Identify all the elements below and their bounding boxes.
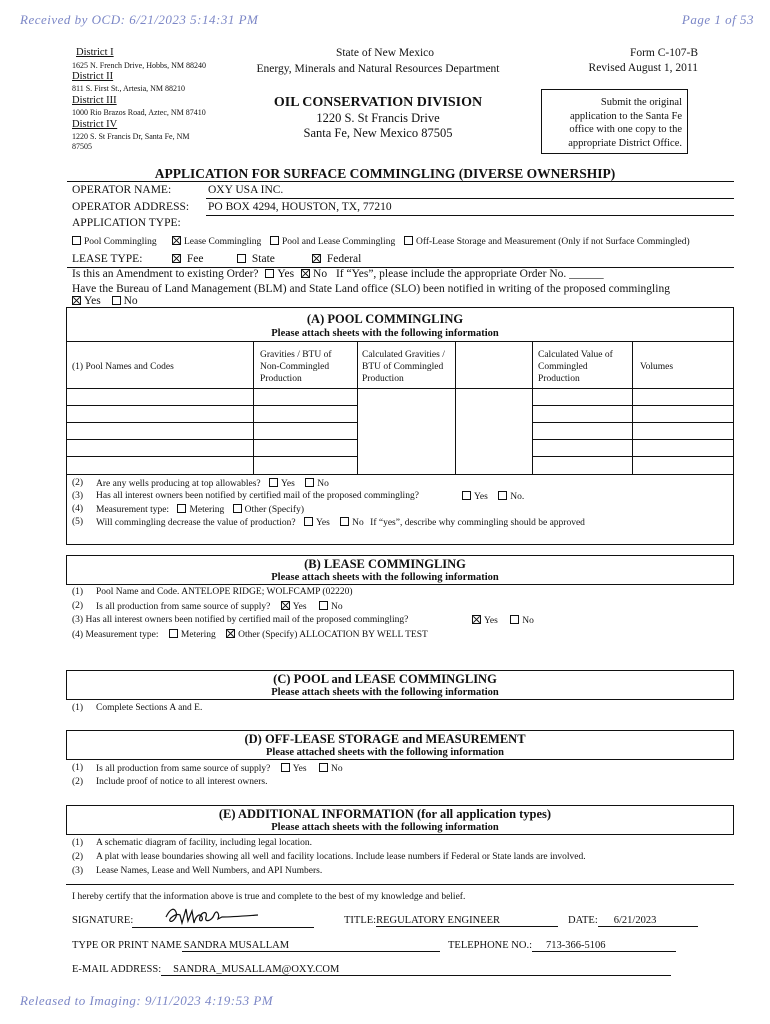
section-a-q3-yes-checkbox[interactable] xyxy=(462,491,471,500)
date-label: DATE: xyxy=(568,915,598,926)
section-a-q5-text: Will commingling decrease the value of production? xyxy=(96,518,296,528)
section-e-q2-num: (2) xyxy=(72,852,84,862)
table-a-row-rule-7 xyxy=(253,439,357,440)
district-2-address: 811 S. First St., Artesia, NM 88210 xyxy=(72,84,186,93)
section-b-q3-yes-checkbox[interactable] xyxy=(472,615,481,624)
blm-yes-checkbox[interactable] xyxy=(72,296,81,305)
pool-lease-commingling-checkbox[interactable] xyxy=(270,236,279,245)
table-a-col-divider-3 xyxy=(455,341,456,474)
off-lease-storage-label: Off-Lease Storage and Measurement (Only if not Surface Commingled) xyxy=(416,237,690,247)
col-calc-grav-line-1: Calculated Gravities / xyxy=(362,350,445,360)
section-e-bottom-rule xyxy=(66,884,734,885)
table-a-row-rule-6 xyxy=(253,422,357,423)
operator-name-label: OPERATOR NAME: xyxy=(72,184,172,196)
section-a-q3-yes-label: Yes xyxy=(474,492,488,502)
form-title: APPLICATION FOR SURFACE COMMINGLING (DIVERSE OWNERSHIP) xyxy=(154,166,616,181)
col-calc-value-line-2: Commingled xyxy=(538,362,588,372)
table-a-bottom-rule xyxy=(66,474,734,475)
col-calc-grav-line-3: Production xyxy=(362,374,404,384)
off-lease-storage-checkbox[interactable] xyxy=(404,236,413,245)
section-a-q2 xyxy=(96,478,329,489)
section-a-q5-yes-label: Yes xyxy=(315,518,330,528)
blm-yes-label: Yes xyxy=(84,295,101,307)
submit-instructions-box xyxy=(541,89,688,154)
section-d-q1-text: Is all production from same source of supply? xyxy=(96,764,271,774)
print-name-value[interactable]: SANDRA MUSALLAM xyxy=(182,940,440,952)
blm-no-checkbox[interactable] xyxy=(112,296,121,305)
section-e-q2-text: A plat with lease boundaries showing all well and facility locations. Include lease numbers if Federal or State lands are involved. xyxy=(96,852,586,862)
section-a-q5-no-label: No xyxy=(352,518,364,528)
section-d-q1 xyxy=(96,763,343,774)
section-a-title: (A) POOL COMMINGLING xyxy=(306,312,464,326)
table-a-col-divider-4 xyxy=(532,341,533,474)
col-gravities-line-3: Production xyxy=(260,374,302,384)
lease-fee[interactable] xyxy=(172,253,203,265)
section-b-q2-yes-label: Yes xyxy=(292,602,307,612)
email-value[interactable]: SANDRA_MUSALLAM@OXY.COM xyxy=(161,964,671,976)
section-a-q4-num: (4) xyxy=(72,504,84,514)
section-a-q4 xyxy=(96,504,304,515)
section-d-q2-text: Include proof of notice to all interest owners. xyxy=(96,777,268,787)
department-name: Energy, Minerals and Natural Resources Department xyxy=(256,63,500,75)
section-b-other-label: Other (Specify) ALLOCATION BY WELL TEST xyxy=(238,630,428,640)
section-b-q3-no-label: No xyxy=(522,616,534,626)
app-type-pool[interactable] xyxy=(72,236,157,247)
pool-lease-commingling-label: Pool and Lease Commingling xyxy=(282,237,396,247)
section-b-q3-no-checkbox[interactable] xyxy=(510,615,519,624)
section-a-other-label: Other (Specify) xyxy=(244,505,305,515)
section-a-metering-checkbox[interactable] xyxy=(177,504,186,513)
app-type-pool-lease[interactable] xyxy=(270,236,395,247)
form-revised: Revised August 1, 2011 xyxy=(588,62,698,74)
section-d-subtitle: Please attached sheets with the following information xyxy=(266,747,504,758)
section-d-q1-no-checkbox[interactable] xyxy=(319,763,328,772)
amendment-question xyxy=(72,268,604,280)
table-a-row-rule-3 xyxy=(66,439,253,440)
submit-line-1: Submit the original xyxy=(600,97,682,108)
operator-name-rule xyxy=(206,198,734,199)
blm-question: Have the Bureau of Land Management (BLM) and State Land office (SLO) been notified in writing of the proposed commingling xyxy=(72,283,670,295)
pool-commingling-checkbox[interactable] xyxy=(72,236,81,245)
table-a-row-rule-12 xyxy=(532,456,734,457)
col-pool-names: (1) Pool Names and Codes xyxy=(72,362,174,372)
section-b-subtitle: Please attach sheets with the following information xyxy=(271,572,499,583)
operator-address-rule xyxy=(206,215,734,216)
section-b-q2-num: (2) xyxy=(72,601,84,611)
section-a-q5-yes-checkbox[interactable] xyxy=(304,517,313,526)
col-calc-value-line-3: Production xyxy=(538,374,580,384)
submit-line-4: appropriate District Office. xyxy=(568,137,682,149)
section-a-subtitle: Please attach sheets with the following information xyxy=(271,328,499,339)
fee-checkbox[interactable] xyxy=(172,254,181,263)
district-1-name: District I xyxy=(76,47,114,58)
section-b-q2-yes-checkbox[interactable] xyxy=(281,601,290,610)
division-address-1: 1220 S. St Francis Drive xyxy=(316,111,440,125)
submit-line-2: application to the Santa Fe xyxy=(570,110,682,122)
section-d-q1-no-label: No xyxy=(330,764,343,774)
table-a-row-rule-1 xyxy=(66,405,253,406)
fee-label: Fee xyxy=(186,253,204,265)
section-b-q1-text: Pool Name and Code. ANTELOPE RIDGE; WOLFCAMP (02220) xyxy=(96,587,353,597)
section-a-q2-no-checkbox[interactable] xyxy=(305,478,314,487)
district-4-address-line2: 87505 xyxy=(72,142,92,151)
district-3-name: District III xyxy=(72,95,117,106)
section-b-metering-checkbox[interactable] xyxy=(169,629,178,638)
section-b-q2-no-checkbox[interactable] xyxy=(319,601,328,610)
section-a-q5-tail: If “yes”, describe why commingling should be approved xyxy=(370,518,585,528)
operator-name-value: OXY USA INC. xyxy=(208,184,284,196)
section-a-q3-no-label: No. xyxy=(510,492,525,502)
table-a-col-divider-2 xyxy=(357,341,358,474)
section-a-q5-num: (5) xyxy=(72,517,84,527)
section-b-metering-label: Metering xyxy=(180,630,216,640)
submit-line-3: office with one copy to the xyxy=(569,124,682,135)
email-field xyxy=(72,964,671,976)
amendment-yes-label: Yes xyxy=(277,268,295,280)
federal-label: Federal xyxy=(326,253,362,265)
state-label: State xyxy=(251,253,275,265)
form-number: Form C-107-B xyxy=(629,47,698,59)
table-a-row-rule-10 xyxy=(532,422,734,423)
table-a-row-rule-9 xyxy=(532,405,734,406)
section-b-q4 xyxy=(72,629,428,640)
district-3-address: 1000 Rio Brazos Road, Aztec, NM 87410 xyxy=(72,108,206,117)
amendment-question-text: Is this an Amendment to existing Order? xyxy=(72,268,259,280)
section-b-q3-text: (3) Has all interest owners been notified by certified mail of the proposed commingling? xyxy=(72,615,409,625)
date-value[interactable]: 6/21/2023 xyxy=(598,915,698,927)
operator-address-label: OPERATOR ADDRESS: xyxy=(72,201,190,213)
section-e-subtitle: Please attach sheets with the following information xyxy=(271,822,499,833)
table-a-col-divider-1 xyxy=(253,341,254,474)
section-e-title: (E) ADDITIONAL INFORMATION (for all application types) xyxy=(218,807,552,821)
application-type-label: APPLICATION TYPE: xyxy=(72,217,181,229)
section-e-q1-text: A schematic diagram of facility, including legal location. xyxy=(96,838,312,848)
title-rule xyxy=(67,181,734,182)
col-gravities-line-1: Gravities / BTU of xyxy=(260,350,332,360)
section-c-title: (C) POOL and LEASE COMMINGLING xyxy=(273,672,497,686)
section-a-q4-text: Measurement type: xyxy=(96,505,170,515)
division-address-2: Santa Fe, New Mexico 87505 xyxy=(303,126,453,140)
section-b-q2 xyxy=(96,601,343,612)
page-number-stamp: Page 1 of 53 xyxy=(681,12,754,27)
section-d-q1-num: (1) xyxy=(72,763,84,773)
section-b-other-checkbox[interactable] xyxy=(226,629,235,638)
section-a-metering-label: Metering xyxy=(189,505,225,515)
date-field xyxy=(568,915,698,927)
section-a-head-rule xyxy=(66,341,734,342)
section-b-q2-text: Is all production from same source of supply? xyxy=(96,602,271,612)
district-4-name: District IV xyxy=(72,119,118,130)
col-gravities-non-commingled xyxy=(260,349,332,385)
section-a-q5-no-checkbox[interactable] xyxy=(340,517,349,526)
section-a-q3-no-checkbox[interactable] xyxy=(498,491,507,500)
lease-type-label: LEASE TYPE: xyxy=(72,253,143,265)
section-a-q2-no-label: No xyxy=(317,479,329,489)
section-d-title: (D) OFF-LEASE STORAGE and MEASUREMENT xyxy=(244,732,526,746)
table-a-row-rule-4 xyxy=(66,456,253,457)
lease-commingling-label: Lease Commingling xyxy=(184,237,262,247)
table-a-col-divider-5 xyxy=(632,341,633,474)
title-label: TITLE: xyxy=(344,915,377,926)
section-a-q2-text: Are any wells producing at top allowables? xyxy=(96,479,261,489)
handwritten-signature xyxy=(162,903,262,929)
table-a-row-rule-11 xyxy=(532,439,734,440)
blm-answers xyxy=(72,295,138,307)
lease-commingling-checkbox[interactable] xyxy=(172,236,181,245)
operator-address-value: PO BOX 4294, HOUSTON, TX, 77210 xyxy=(208,201,392,213)
section-a-q2-yes-checkbox[interactable] xyxy=(269,478,278,487)
section-a-q3-text: Has all interest owners been notified by certified mail of the proposed commingling? xyxy=(96,491,419,501)
section-e-q1-num: (1) xyxy=(72,838,84,848)
col-calculated-value xyxy=(538,349,613,385)
amendment-yes-checkbox[interactable] xyxy=(265,269,274,278)
section-b-q1-num: (1) xyxy=(72,587,84,597)
lease-federal[interactable] xyxy=(312,253,361,265)
released-stamp: Released to Imaging: 9/11/2023 4:19:53 PM xyxy=(20,993,274,1008)
section-c-q1-text: Complete Sections A and E. xyxy=(96,703,203,713)
section-b-title: (B) LEASE COMMINGLING xyxy=(304,557,466,571)
section-b-q4-text: (4) Measurement type: xyxy=(72,630,159,640)
app-type-off-lease[interactable] xyxy=(404,236,690,247)
federal-checkbox[interactable] xyxy=(312,254,321,263)
district-2-name: District II xyxy=(72,71,114,82)
table-a-row-rule-2 xyxy=(66,422,253,423)
state-name: State of New Mexico xyxy=(335,47,435,59)
state-checkbox[interactable] xyxy=(237,254,246,263)
section-d-q2-num: (2) xyxy=(72,777,84,787)
amendment-no-label: No xyxy=(313,268,328,280)
received-stamp: Received by OCD: 6/21/2023 5:14:31 PM xyxy=(20,12,259,27)
signature-label: SIGNATURE: xyxy=(72,915,134,926)
section-e-q3-num: (3) xyxy=(72,866,84,876)
section-a-other-checkbox[interactable] xyxy=(233,504,242,513)
section-b-q3-answers xyxy=(472,615,534,626)
table-a-row-rule-8 xyxy=(253,456,357,457)
section-a-q2-yes-label: Yes xyxy=(281,479,295,489)
district-1-address: 1625 N. French Drive, Hobbs, NM 88240 xyxy=(72,61,206,70)
section-d-q1-yes-checkbox[interactable] xyxy=(281,763,290,772)
print-name-field xyxy=(72,940,440,952)
section-b-q2-no-label: No xyxy=(330,602,343,612)
table-a-header-rule xyxy=(66,388,734,389)
section-a-q3-num: (3) xyxy=(72,491,84,501)
blm-no-label: No xyxy=(123,295,138,307)
pool-commingling-label: Pool Commingling xyxy=(84,237,157,247)
app-type-lease[interactable] xyxy=(172,236,261,247)
section-e-q3-text: Lease Names, Lease and Well Numbers, and API Numbers. xyxy=(96,866,323,876)
section-a-q3-answers xyxy=(462,491,524,502)
table-a-row-rule-5 xyxy=(253,405,357,406)
division-name: OIL CONSERVATION DIVISION xyxy=(273,95,483,110)
col-gravities-line-2: Non-Commingled xyxy=(260,362,330,372)
title-field xyxy=(344,915,558,927)
email-label: E-MAIL ADDRESS: xyxy=(72,964,162,975)
col-calculated-gravities xyxy=(362,349,445,385)
section-b-q3-yes-label: Yes xyxy=(484,616,498,626)
lease-state[interactable] xyxy=(237,253,275,265)
section-c-q1-num: (1) xyxy=(72,703,84,713)
col-calc-value-line-1: Calculated Value of xyxy=(538,350,613,360)
telephone-value[interactable]: 713-366-5106 xyxy=(532,940,676,952)
col-volumes: Volumes xyxy=(640,362,674,372)
amendment-no-checkbox[interactable] xyxy=(301,269,310,278)
print-name-label: TYPE OR PRINT NAME xyxy=(72,940,182,951)
district-4-address-line1: 1220 S. St Francis Dr, Santa Fe, NM xyxy=(72,132,190,141)
telephone-field xyxy=(448,940,676,952)
section-c-subtitle: Please attach sheets with the following information xyxy=(271,687,499,698)
amendment-order-text: If “Yes”, please include the appropriate Order No. ______ xyxy=(335,268,604,280)
section-d-q1-yes-label: Yes xyxy=(292,764,307,774)
telephone-label: TELEPHONE NO.: xyxy=(448,940,532,951)
col-calc-grav-line-2: BTU of Commingled xyxy=(362,362,444,372)
section-a-q5 xyxy=(96,517,585,528)
title-value[interactable]: REGULATORY ENGINEER xyxy=(376,915,558,927)
section-a-q2-num: (2) xyxy=(72,478,84,488)
certification-statement: I hereby certify that the information above is true and complete to the best of my knowledge and belief. xyxy=(72,892,466,902)
